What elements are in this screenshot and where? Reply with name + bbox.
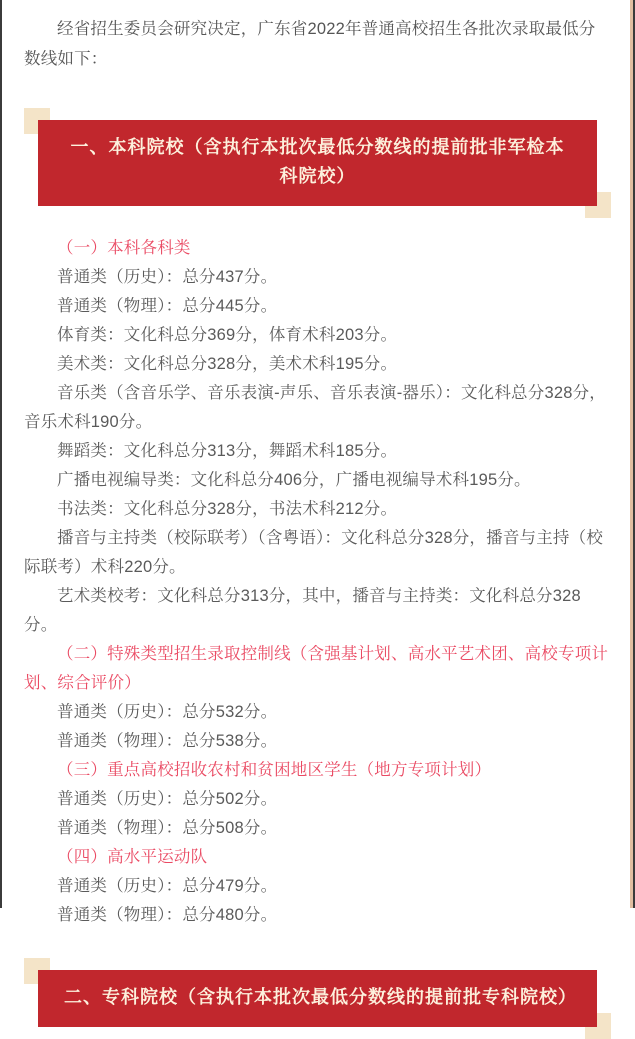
subsection-heading-4: （四）高水平运动队 (57, 848, 208, 866)
intro-paragraph: 经省招生委员会研究决定，广东省2022年普通高校招生各批次录取最低分数线如下： (24, 20, 596, 68)
score-line: 体育类：文化科总分369分，体育术科203分。 (57, 326, 398, 344)
subsection-heading-3: （三）重点高校招收农村和贫困地区学生（地方专项计划） (57, 761, 492, 779)
score-line: 普通类（历史）：总分437分。 (57, 268, 278, 286)
score-line: 普通类（物理）：总分480分。 (57, 906, 278, 924)
score-line: 普通类（历史）：总分479分。 (57, 877, 278, 895)
section-banner-bottom (24, 970, 611, 1039)
sections-container (24, 218, 611, 930)
subsection-heading-2: （二）特殊类型招生录取控制线（含强基计划、高水平艺术团、高校专项计划、综合评价） (24, 645, 609, 692)
score-line: 普通类（物理）：总分445分。 (57, 297, 278, 315)
score-line: 普通类（物理）：总分538分。 (57, 732, 278, 750)
score-line: 舞蹈类：文化科总分313分，舞蹈术科185分。 (57, 442, 398, 460)
score-line: 艺术类校考：文化科总分313分，其中，播音与主持类：文化科总分328分。 (24, 587, 581, 634)
score-line: 播音与主持类（校际联考）（含粤语）：文化科总分328分，播音与主持（校际联考）术科220分。 (24, 529, 604, 576)
score-line: 美术类：文化科总分328分，美术术科195分。 (57, 355, 398, 373)
section-banner-bottom-title: 二、专科院校（含执行本批次最低分数线的提前批专科院校） (38, 970, 597, 1027)
score-line: 书法类：文化科总分328分，书法术科212分。 (57, 500, 398, 518)
section-banner-top-title: 一、本科院校（含执行本批次最低分数线的提前批非军检本科院校） (38, 120, 597, 206)
section-banner-top (24, 120, 611, 218)
score-line: 普通类（物理）：总分508分。 (57, 819, 278, 837)
score-line: 广播电视编导类：文化科总分406分，广播电视编导术科195分。 (57, 471, 531, 489)
document-content (2, 0, 633, 1039)
subsection-heading-1: （一）本科各科类 (57, 239, 191, 257)
score-line: 音乐类（含音乐学、音乐表演-声乐、音乐表演-器乐）：文化科总分328分，音乐术科190分。 (24, 384, 606, 431)
score-line: 普通类（历史）：总分502分。 (57, 790, 278, 808)
score-line: 普通类（历史）：总分532分。 (57, 703, 278, 721)
